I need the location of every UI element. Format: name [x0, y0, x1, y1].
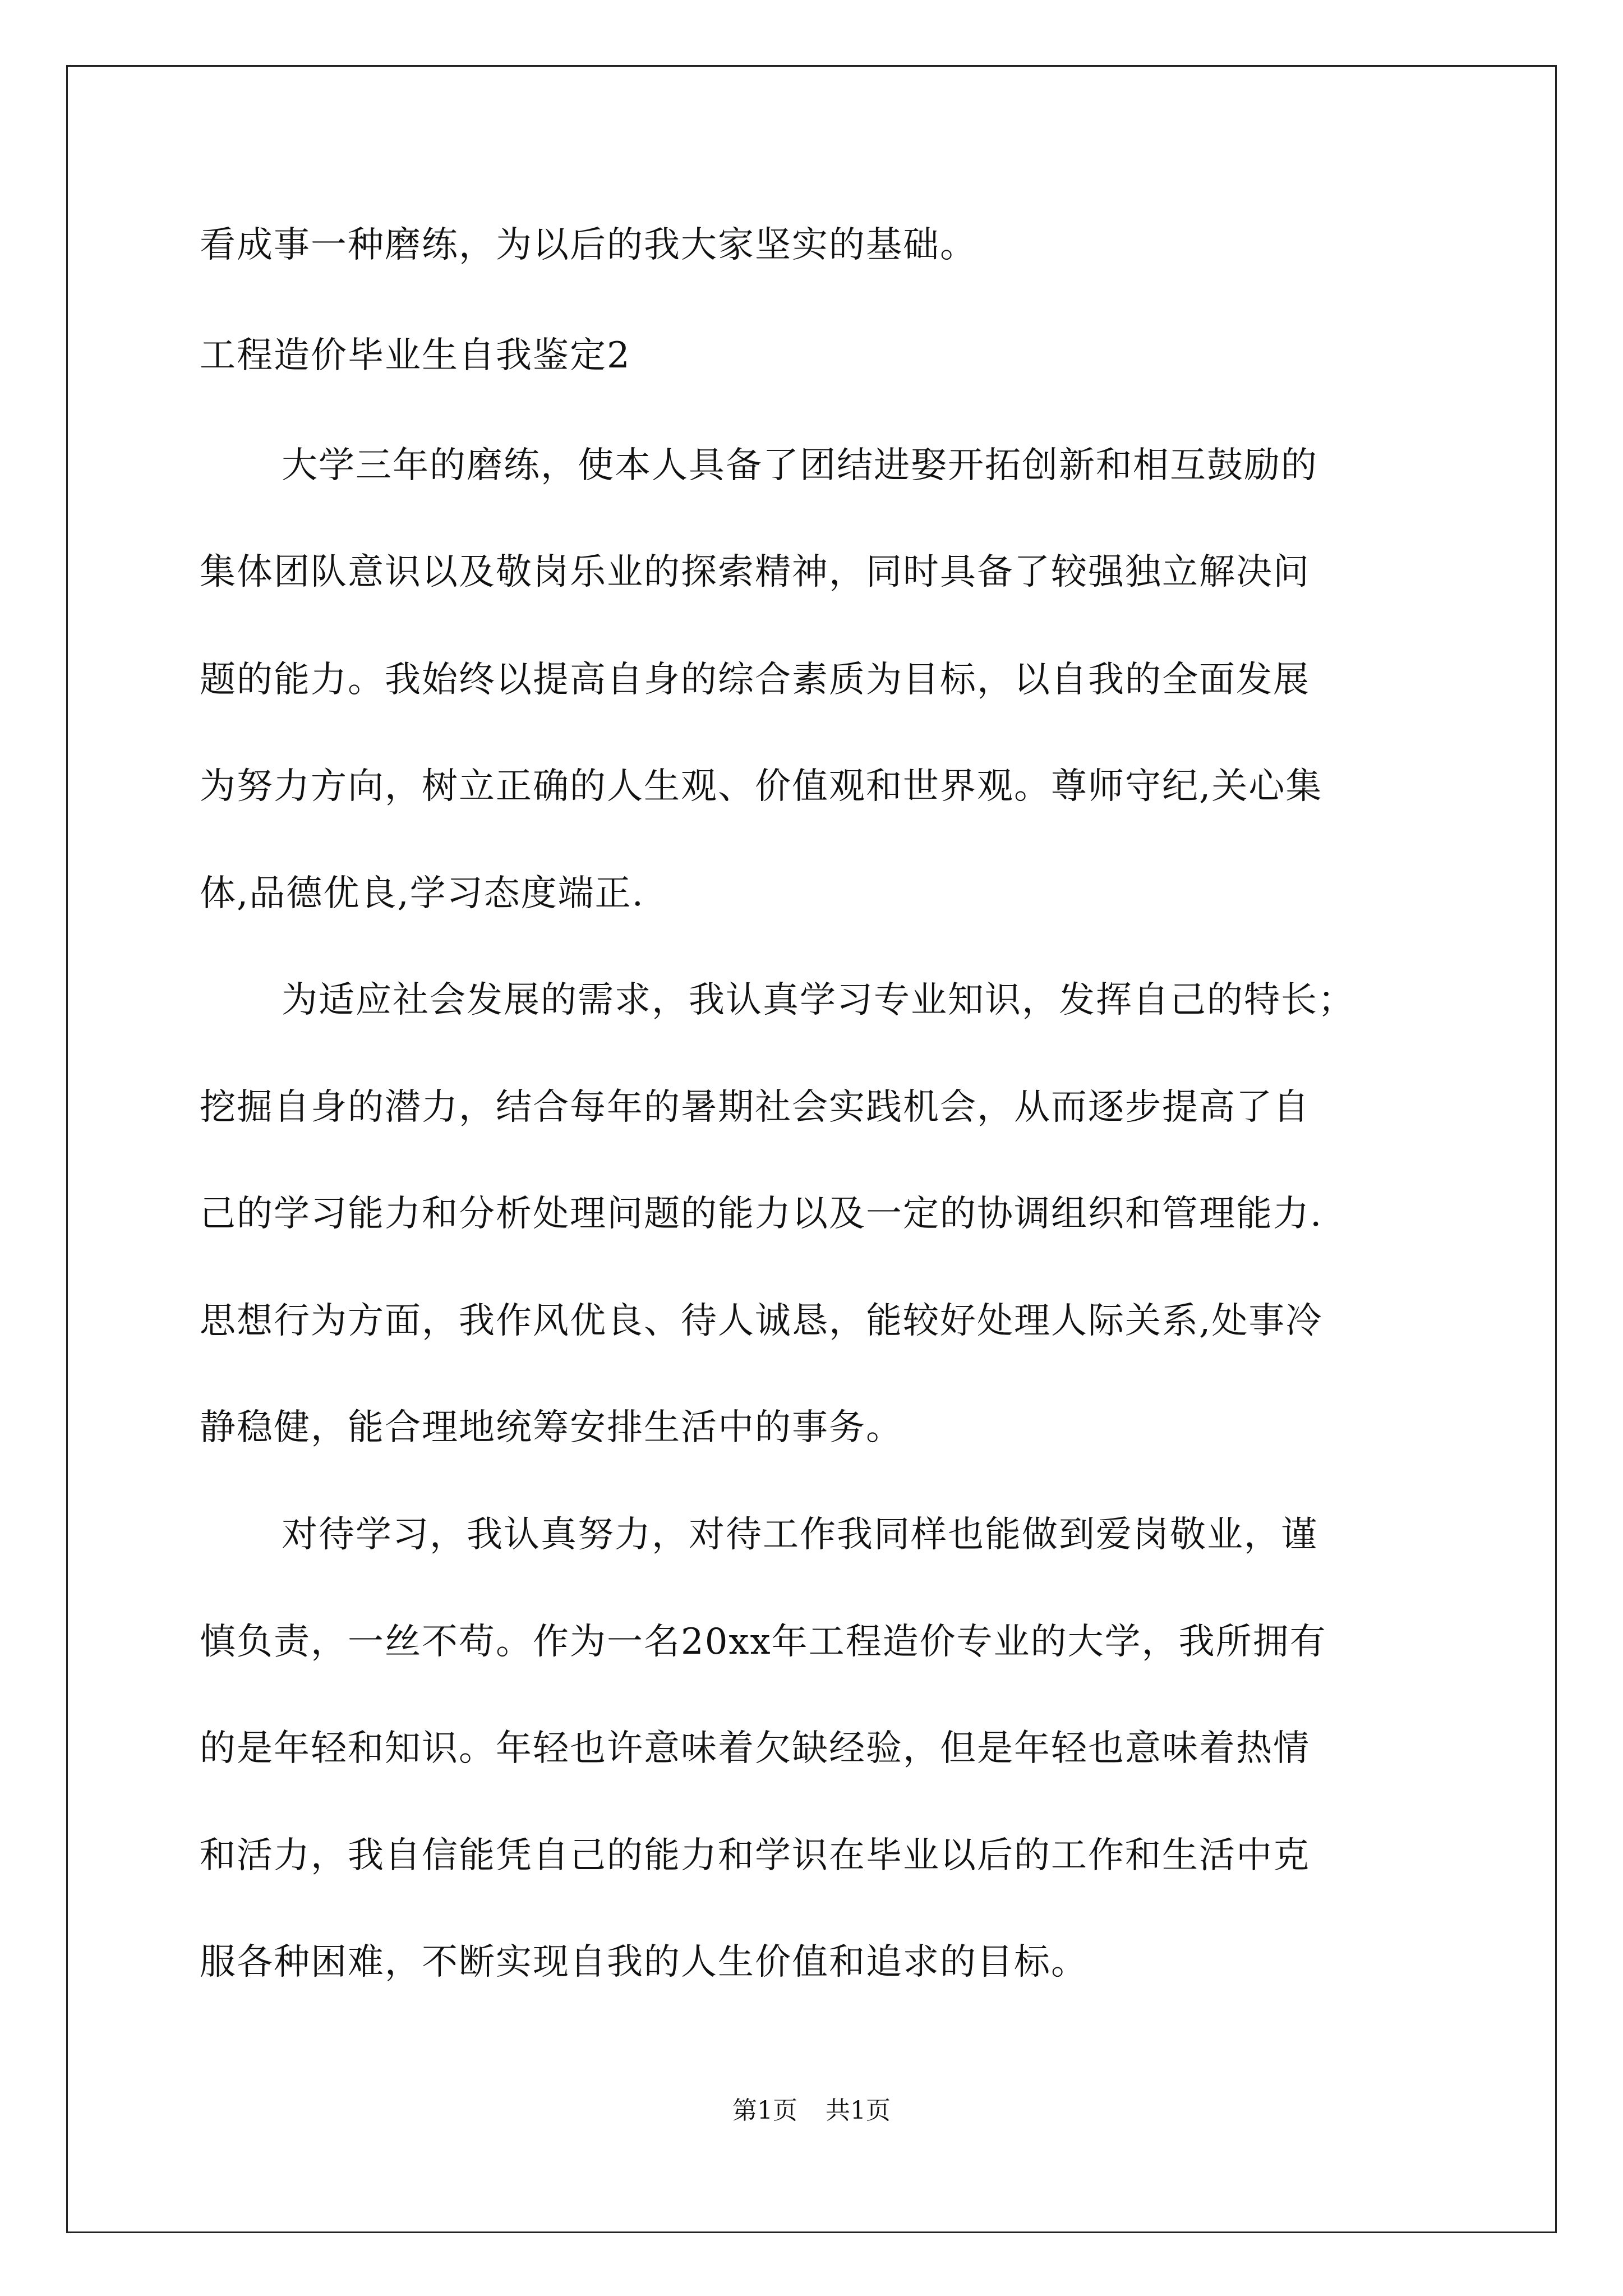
page-border	[66, 65, 1557, 2233]
page-number-current: 第1页	[732, 2096, 797, 2125]
text-line-16: 和活力，我自信能凭自己的能力和学识在毕业以后的工作和生活中克	[200, 1835, 1310, 1876]
text-line-1: 看成事一种磨练，为以后的我大家坚实的基础。	[200, 224, 977, 266]
text-line-7: 体,品德优良,学习态度端正.	[200, 873, 645, 914]
page-footer	[0, 2094, 1623, 2128]
text-line-14: 慎负责，一丝不苟。作为一名20xx年工程造价专业的大学，我所拥有	[200, 1621, 1327, 1663]
text-line-12: 静稳健，能合理地统筹安排生活中的事务。	[200, 1407, 903, 1448]
text-line-3: 大学三年的磨练，使本人具备了团结进娶开拓创新和相互鼓励的	[282, 445, 1318, 486]
text-line-15: 的是年轻和知识。年轻也许意味着欠缺经验，但是年轻也意味着热情	[200, 1728, 1310, 1769]
text-line-8: 为适应社会发展的需求，我认真学习专业知识，发挥自己的特长；	[282, 979, 1355, 1021]
text-line-4: 集体团队意识以及敬岗乐业的探索精神，同时具备了较强独立解决问	[200, 551, 1310, 593]
text-line-10: 己的学习能力和分析处理问题的能力以及一定的协调组织和管理能力.	[200, 1193, 1323, 1235]
text-line-6: 为努力方向，树立正确的人生观、价值观和世界观。尊师守纪,关心集	[200, 766, 1323, 807]
page-number-total: 共1页	[826, 2096, 891, 2125]
text-line-5: 题的能力。我始终以提高自身的综合素质为目标，以自我的全面发展	[200, 659, 1310, 701]
text-line-13: 对待学习，我认真努力，对待工作我同样也能做到爱岗敬业，谨	[282, 1514, 1318, 1556]
text-line-11: 思想行为方面，我作风优良、待人诚恳，能较好处理人际关系,处事冷	[200, 1300, 1323, 1342]
section-title: 工程造价毕业生自我鉴定2	[200, 335, 631, 376]
text-line-9: 挖掘自身的潜力，结合每年的暑期社会实践机会，从而逐步提高了自	[200, 1087, 1310, 1128]
text-line-17: 服各种困难，不断实现自我的人生价值和追求的目标。	[200, 1941, 1088, 1983]
